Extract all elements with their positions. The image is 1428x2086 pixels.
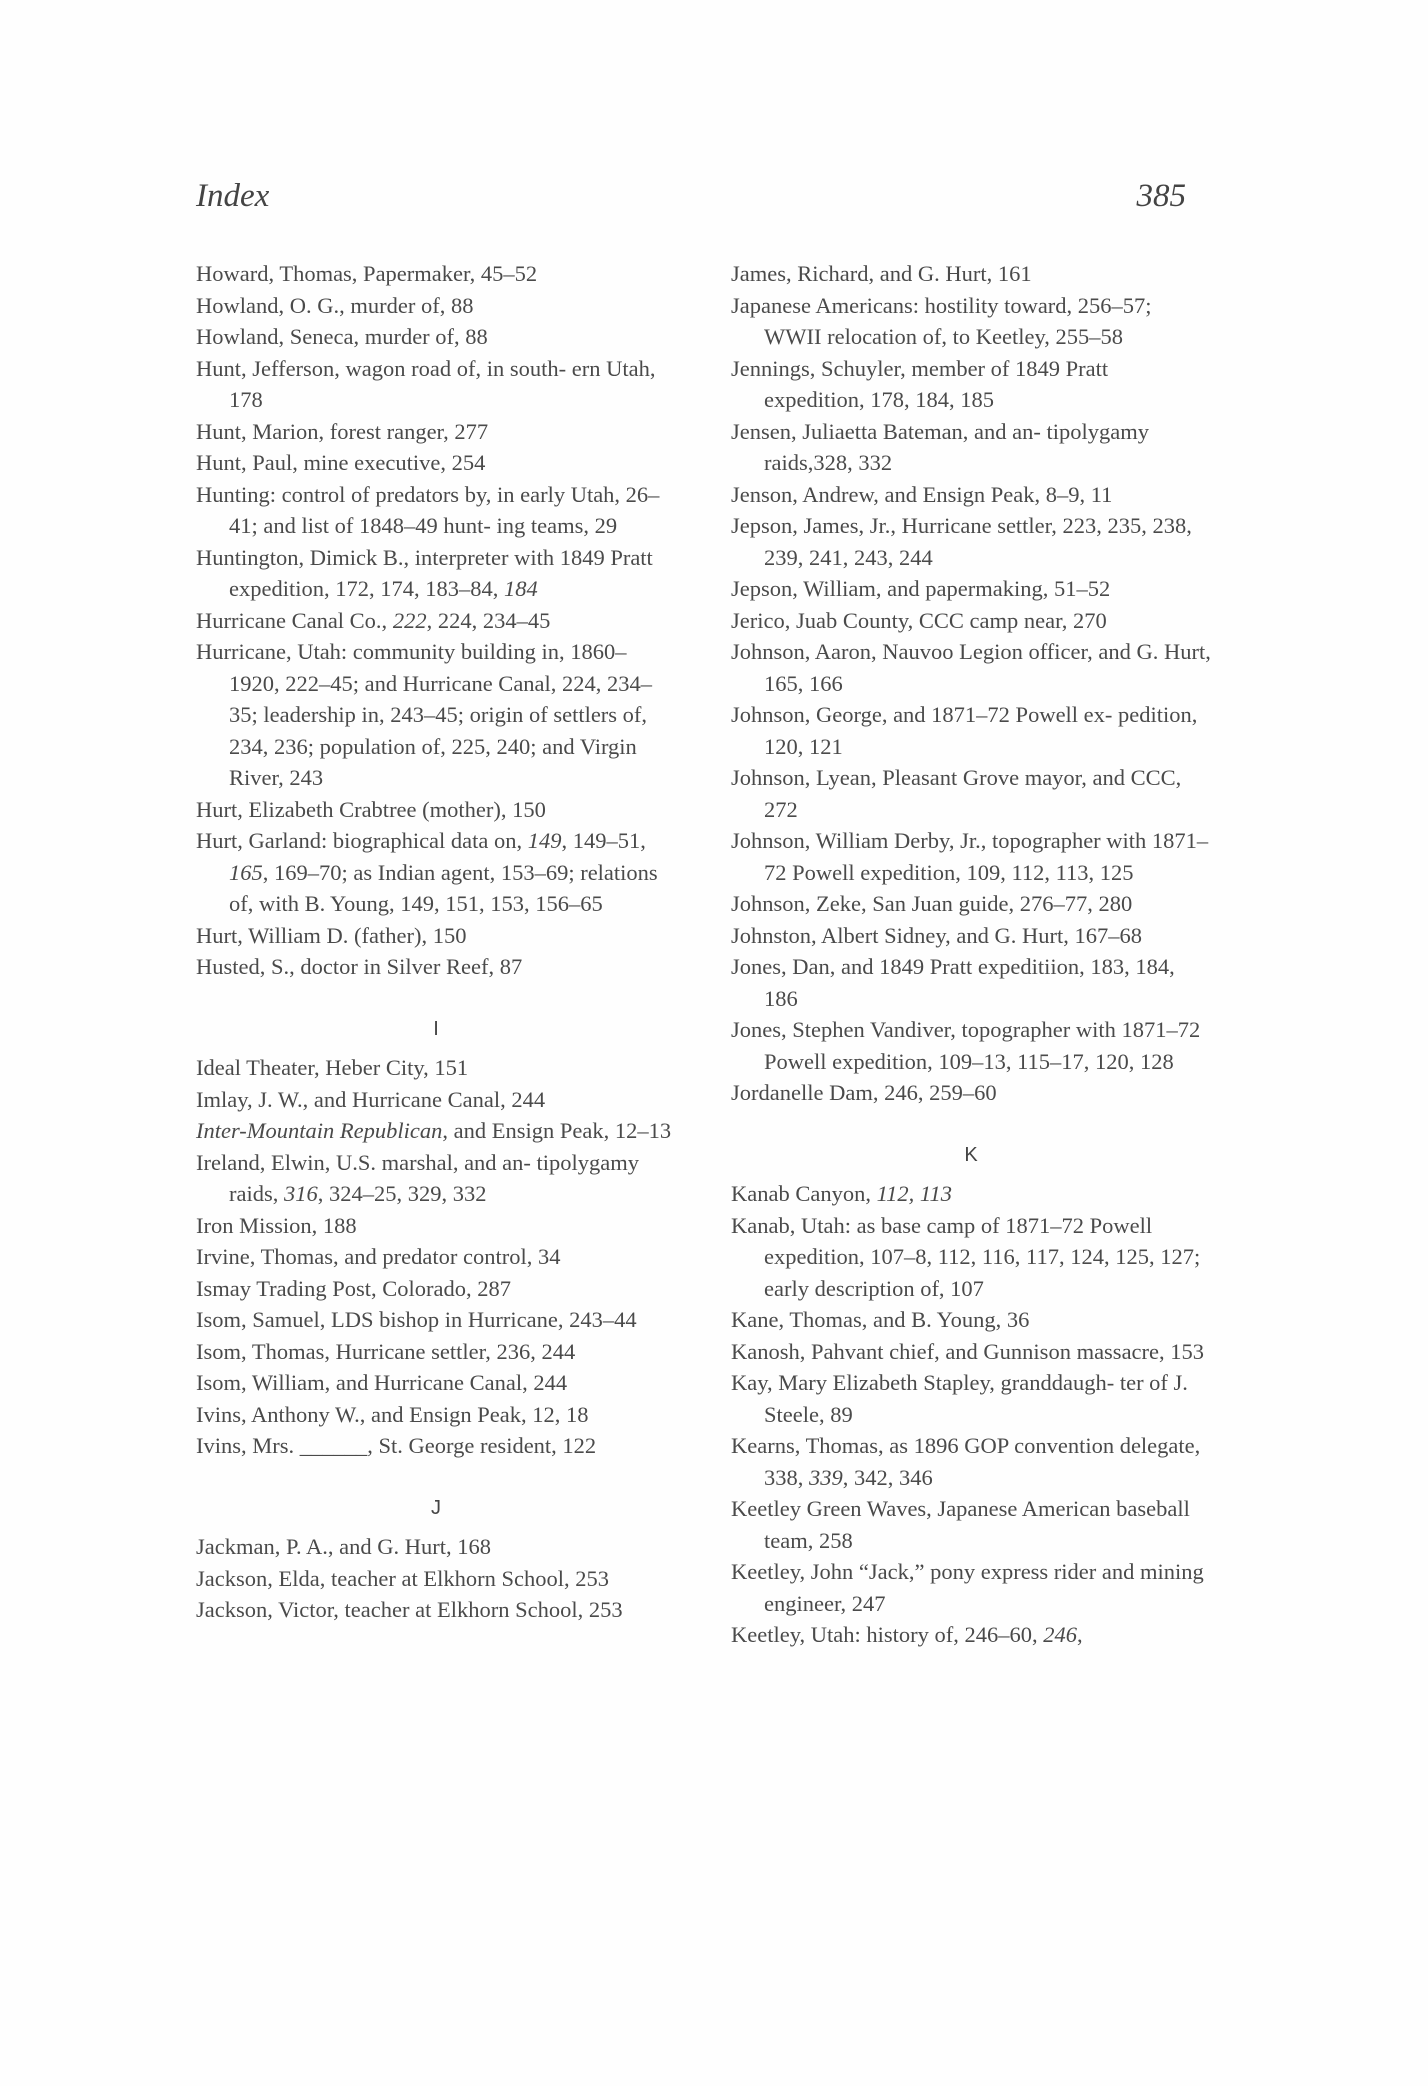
index-entry: Hunting: control of predators by, in early Utah, 26–41; and list of 1848–49 hunt- ing teams, 29 [196,481,660,538]
index-entry: Kay, Mary Elizabeth Stapley, granddaugh- ter of J. Steele, 89 [731,1370,1188,1427]
index-entry: Iron Mission, 188 [196,1212,357,1238]
index-letter-heading: K [964,1143,978,1166]
index-entry: Hurricane, Utah: community building in, 1860–1920, 222–45; and Hurricane Canal, 224, 234–35; leadership in, 243–45; origin of settlers of, 234, 236; population of, 225, 240; and Virgin River, 243 [196,639,653,790]
index-entry: Johnson, Zeke, San Juan guide, 276–77, 280 [731,891,1133,916]
index-entry: Imlay, J. W., and Hurricane Canal, 244 [196,1086,546,1112]
index-entry: Jensen, Juliaetta Bateman, and an- tipolygamy raids,328, 332 [731,418,1150,475]
index-entry: Ireland, Elwin, U.S. marshal, and an- tipolygamy raids, 316, 324–25, 329, 332 [196,1149,640,1206]
index-entry: Kanab, Utah: as base camp of 1871–72 Powell expedition, 107–8, 112, 116, 117, 124, 125, 127; early description of, 107 [731,1212,1201,1301]
index-entry: Isom, William, and Hurricane Canal, 244 [196,1370,568,1395]
index-entry: Jordanelle Dam, 246, 259–60 [731,1080,997,1105]
index-entry: Inter-Mountain Republican, and Ensign Peak, 12–13 [196,1118,672,1143]
index-entry: Howard, Thomas, Papermaker, 45–52 [196,261,538,286]
index-column-left [196,258,676,1626]
index-column-right [731,258,1211,1651]
index-entry: Husted, S., doctor in Silver Reef, 87 [196,954,523,979]
index-entry: Johnson, Aaron, Nauvoo Legion officer, and G. Hurt, 165, 166 [731,639,1211,696]
index-entry: Ivins, Anthony W., and Ensign Peak, 12, 18 [196,1401,589,1427]
index-entry: Ivins, Mrs. ______, St. George resident, 122 [196,1433,597,1458]
page-number: 385 [1136,178,1186,214]
index-entry: Hurt, William D. (father), 150 [196,922,467,948]
index-entry: Isom, Samuel, LDS bishop in Hurricane, 243–44 [196,1307,637,1332]
index-entry: Jackson, Elda, teacher at Elkhorn School, 253 [196,1565,610,1591]
index-entry: Jennings, Schuyler, member of 1849 Pratt expedition, 178, 184, 185 [731,355,1109,412]
index-entry: Huntington, Dimick B., interpreter with 1849 Pratt expedition, 172, 174, 183–84, 184 [196,544,653,601]
index-entry: Hurt, Garland: biographical data on, 149, 149–51, 165, 169–70; as Indian agent, 153–69; relations of, with B. Young, 149, 151, 153, 156–65 [196,828,658,916]
index-entry: Hurricane Canal Co., 222, 224, 234–45 [196,607,551,633]
index-entry: Ideal Theater, Heber City, 151 [196,1055,469,1080]
index-entry: Jackson, Victor, teacher at Elkhorn School, 253 [196,1597,623,1622]
index-entry: Hunt, Paul, mine executive, 254 [196,450,486,475]
index-entry: Hurt, Elizabeth Crabtree (mother), 150 [196,796,546,822]
index-entry: Jackman, P. A., and G. Hurt, 168 [196,1534,491,1559]
index-entry: Howland, Seneca, murder of, 88 [196,324,488,349]
index-entry: Kane, Thomas, and B. Young, 36 [731,1307,1030,1332]
index-entry: Jones, Stephen Vandiver, topographer with 1871–72 Powell expedition, 109–13, 115–17, 120, 128 [731,1017,1201,1074]
index-entry: Jerico, Juab County, CCC camp near, 270 [731,607,1107,633]
running-head [196,178,1186,228]
index-entry: Jepson, James, Jr., Hurricane settler, 223, 235, 238, 239, 241, 243, 244 [731,513,1192,570]
index-entry: Johnston, Albert Sidney, and G. Hurt, 167–68 [731,922,1143,948]
index-entry: James, Richard, and G. Hurt, 161 [731,261,1032,286]
index-entry: Johnson, William Derby, Jr., topographer with 1871–72 Powell expedition, 109, 112, 113, 125 [731,828,1209,885]
index-entry: Jepson, William, and papermaking, 51–52 [731,576,1111,601]
index-entry: Kearns, Thomas, as 1896 GOP convention delegate, 338, 339, 342, 346 [731,1433,1201,1490]
index-entry: Hunt, Marion, forest ranger, 277 [196,418,489,444]
index-entry: Jenson, Andrew, and Ensign Peak, 8–9, 11 [731,481,1113,507]
index-entry: Japanese Americans: hostility toward, 256–57; WWII relocation of, to Keetley, 255–58 [731,292,1152,349]
index-entry: Johnson, George, and 1871–72 Powell ex- pedition, 120, 121 [731,702,1198,759]
index-entry: Howland, O. G., murder of, 88 [196,292,474,318]
index-entry: Johnson, Lyean, Pleasant Grove mayor, and CCC, 272 [731,765,1182,822]
index-entry: Isom, Thomas, Hurricane settler, 236, 244 [196,1338,576,1364]
index-entry: Keetley, John “Jack,” pony express rider and mining engineer, 247 [731,1559,1204,1616]
index-entry: Keetley Green Waves, Japanese American baseball team, 258 [731,1496,1190,1553]
index-letter-heading: J [431,1496,441,1519]
index-entry: Kanosh, Pahvant chief, and Gunnison massacre, 153 [731,1338,1205,1364]
index-entry: Ismay Trading Post, Colorado, 287 [196,1275,512,1301]
index-entry: Jones, Dan, and 1849 Pratt expeditiion, 183, 184, 186 [731,954,1175,1011]
index-entry: Irvine, Thomas, and predator control, 34 [196,1244,561,1269]
index-entry: Kanab Canyon, 112, 113 [731,1181,953,1206]
index-entry: Keetley, Utah: history of, 246–60, 246, [731,1622,1083,1647]
index-letter-heading: I [433,1017,439,1040]
index-entry: Hunt, Jefferson, wagon road of, in south- ern Utah, 178 [196,355,656,412]
running-title: Index [196,178,270,214]
